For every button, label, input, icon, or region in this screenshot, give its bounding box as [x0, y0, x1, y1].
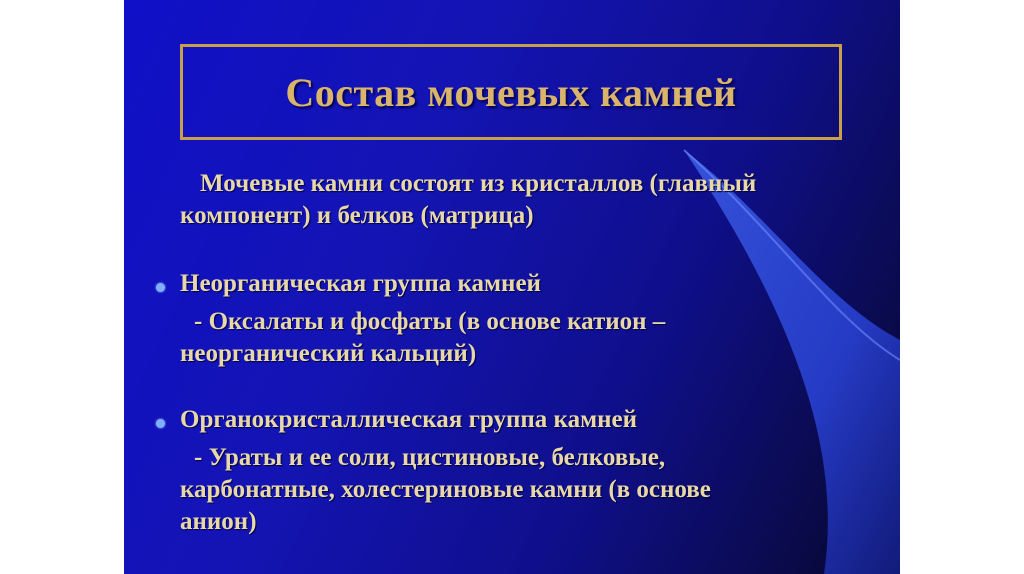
intro-line-1: Мочевые камни состоят из кристаллов (главный — [200, 170, 757, 197]
presentation-slide — [124, 0, 900, 574]
group-heading-inorganic: Неорганическая группа камней — [180, 270, 541, 297]
title-frame — [180, 44, 842, 140]
detail-line: карбонатные, холестериновые камни (в основе — [180, 476, 711, 503]
group-detail-organocrystalline — [180, 442, 900, 538]
detail-line: - Ураты и ее соли, цистиновые, белковые, — [194, 444, 666, 471]
detail-line: анион) — [180, 508, 257, 535]
detail-line: неорганический кальций) — [180, 340, 477, 367]
group-heading-organocrystalline: Органокристаллическая группа камней — [180, 406, 638, 433]
intro-paragraph — [180, 168, 880, 232]
bullet-icon — [156, 283, 165, 292]
intro-line-2: компонент) и белков (матрица) — [180, 202, 534, 229]
bullet-icon — [156, 419, 165, 428]
detail-line: - Оксалаты и фосфаты (в основе катион – — [194, 308, 666, 335]
slide-title: Состав мочевых камней — [285, 69, 737, 115]
group-detail-inorganic — [180, 306, 880, 370]
